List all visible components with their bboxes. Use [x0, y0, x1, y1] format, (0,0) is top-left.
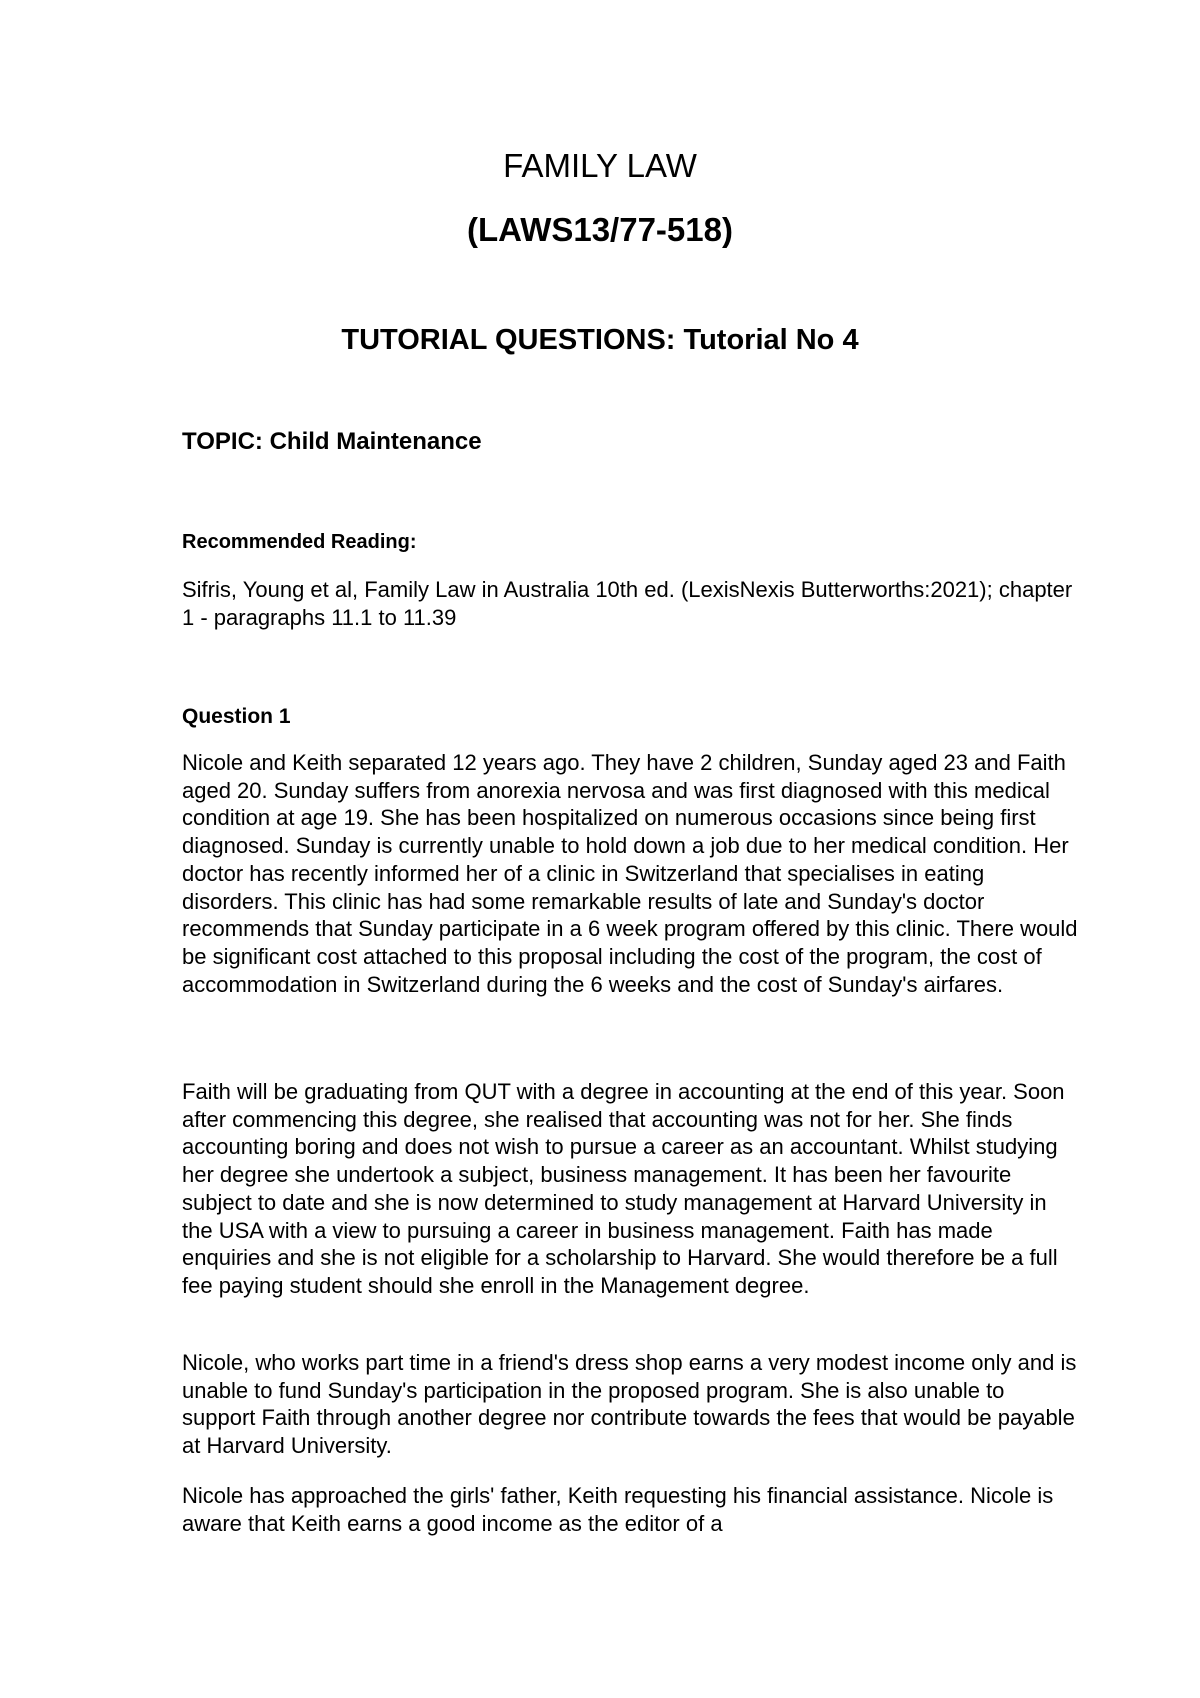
topic-heading	[182, 427, 1082, 457]
paragraph: Nicole and Keith separated 12 years ago. They have 2 children, Sunday aged 23 and Faith aged 20. Sunday suffers from anorexia nervosa and was first diagnosed with this medical condition at age 19. She has been hospitalized on numerous occasions since being first diagnosed. Sunday is currently unable to hold down a job due to her medical condition. Her doctor has recently informed her of a clinic in Switzerland that specialises in eating disorders. This clinic has had some remarkable results of late and Sunday's doctor recommends that Sunday participate in a 6 week program offered by this clinic. There would be significant cost attached to this proposal including the cost of the program, the cost of accommodation in Switzerland during the 6 weeks and the cost of Sunday's airfares.	[182, 750, 1078, 997]
course-code: (LAWS13/77-518)	[467, 211, 733, 248]
tutorial-label: TUTORIAL QUESTIONS:	[341, 324, 676, 356]
document-title: FAMILY LAW	[503, 147, 697, 184]
paragraph: Nicole, who works part time in a friend's dress shop earns a very modest income only and is unable to fund Sunday's participation in the proposed program. She is also unable to support Faith through another degree nor contribute towards the fees that would be payable at Harvard University.	[182, 1350, 1077, 1459]
tutorial-heading	[0, 322, 1200, 358]
recommended-reading-heading: Recommended Reading:	[182, 531, 417, 553]
recommended-reading-text: Sifris, Young et al, Family Law in Australia 10th ed. (LexisNexis Butterworths:2021); chapter 1 - paragraphs 11.1 to 11.39	[182, 577, 1073, 630]
topic-name: Child Maintenance	[262, 428, 482, 455]
topic-label: TOPIC:	[182, 428, 263, 455]
tutorial-name: Tutorial No 4	[675, 324, 859, 356]
paragraph: Faith will be graduating from QUT with a degree in accounting at the end of this year. Soon after commencing this degree, she realised that accounting was not for her. She finds accounting boring and does not wish to pursue a career as an accountant. Whilst studying her degree she undertook a subject, business management. It has been her favourite subject to date and she is now determined to study management at Harvard University in the USA with a view to pursuing a career in business management. Faith has made enquiries and she is not eligible for a scholarship to Harvard. She would therefore be a full fee paying student should she enroll in the Management degree.	[182, 1079, 1065, 1298]
question-heading: Question 1	[182, 705, 291, 728]
paragraph: Nicole has approached the girls' father, Keith requesting his financial assistance. Nicole is aware that Keith earns a good income as the editor of a	[182, 1483, 1054, 1536]
